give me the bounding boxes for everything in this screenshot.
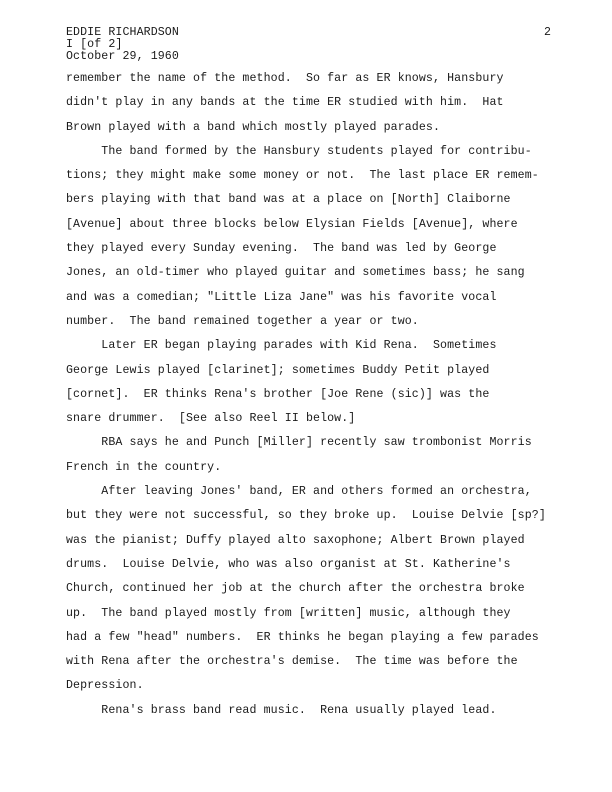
text-line: Rena's brass band read music. Rena usually played lead. [66,703,497,717]
text-line: they played every Sunday evening. The band was led by George [66,242,497,256]
text-line: but they were not successful, so they broke up. Louise Delvie [sp?] [66,509,546,523]
text-line: up. The band played mostly from [written] music, although they [66,606,511,620]
text-line: had a few "head" numbers. ER thinks he began playing a few parades [66,630,539,644]
interviewee-name: EDDIE RICHARDSON [66,26,179,39]
text-line: and was a comedian; "Little Liza Jane" was his favorite vocal [66,290,497,304]
text-line: didn't play in any bands at the time ER studied with him. Hat [66,96,504,110]
transcript-body [66,73,566,729]
text-line: After leaving Jones' band, ER and others formed an orchestra, [66,485,532,499]
text-line: drums. Louise Delvie, who was also organist at St. Katherine's [66,557,511,571]
text-line: number. The band remained together a year or two. [66,314,419,328]
page-number: 2 [544,26,552,39]
text-line: [cornet]. ER thinks Rena's brother [Joe Rene (sic)] was the [66,387,490,401]
text-line: was the pianist; Duffy played alto saxophone; Albert Brown played [66,533,525,547]
interview-date: October 29, 1960 [66,50,179,63]
transcript-header [66,27,179,63]
text-line: bers playing with that band was at a place on [North] Claiborne [66,193,511,207]
text-line: Brown played with a band which mostly played parades. [66,120,441,134]
text-line: remember the name of the method. So far as ER knows, Hansbury [66,72,504,85]
text-line: tions; they might make some money or not. The last place ER remem- [66,169,539,183]
text-line: Later ER began playing parades with Kid Rena. Sometimes [66,339,497,353]
text-line: Jones, an old-timer who played guitar and sometimes bass; he sang [66,266,525,280]
text-line: RBA says he and Punch [Miller] recently saw trombonist Morris [66,436,532,450]
text-line: [Avenue] about three blocks below Elysian Fields [Avenue], where [66,217,518,231]
text-line: Depression. [66,679,144,693]
text-line: with Rena after the orchestra's demise. The time was before the [66,655,518,669]
reel-number: I [of 2] [66,38,123,51]
text-line: snare drummer. [See also Reel II below.] [66,412,356,426]
text-line: Church, continued her job at the church after the orchestra broke [66,582,525,596]
text-line: The band formed by the Hansbury students played for contribu- [66,144,532,158]
text-line: George Lewis played [clarinet]; sometimes Buddy Petit played [66,363,490,377]
text-line: French in the country. [66,460,222,474]
